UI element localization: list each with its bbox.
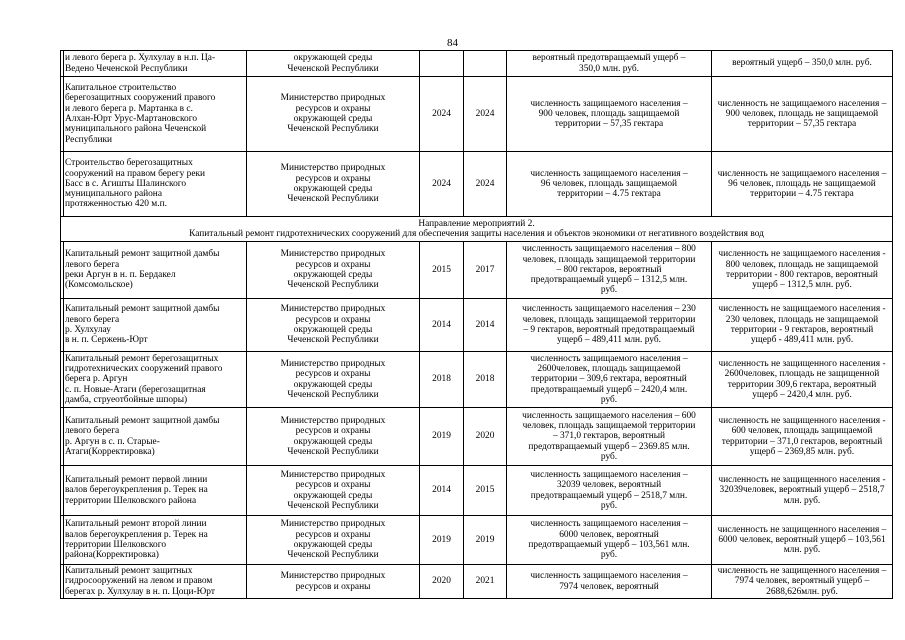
cell-line: протяженностью 420 м.п. <box>65 199 167 210</box>
cell-line: Чеченской Республики <box>287 335 379 346</box>
cell-line: 350,0 млн. руб. <box>579 63 639 74</box>
cell-line: численность защищаемого населения – 600 <box>522 410 696 421</box>
measure-title-cell <box>64 152 247 217</box>
cell-line: численность не защищенного населения - <box>718 415 886 426</box>
indicator-cell <box>507 152 712 217</box>
cell-line: окружающей среды <box>293 270 373 280</box>
cell-line: Республики <box>65 134 113 145</box>
cell-line: Капитальное строительство <box>65 83 177 94</box>
table-row <box>61 299 893 352</box>
executor-cell <box>247 299 420 352</box>
measure-title-cell <box>64 516 247 565</box>
indicator-cell <box>507 242 712 299</box>
cell-line: численность защищаемого населения – <box>530 571 688 582</box>
cell-line: в н. п. Сержень-Юрт <box>65 335 148 346</box>
cell-line: ресурсов и охраны <box>295 480 371 491</box>
cell-line: территории - 800 гектаров, вероятный <box>726 270 878 280</box>
cell-line: Строительство берегозащитных <box>65 158 193 169</box>
table-row <box>61 466 893 516</box>
cell-line: численность не защищаемого населения - <box>718 249 886 260</box>
cell-line: Атаги(Корректировка) <box>65 446 155 457</box>
indicator-cell <box>507 51 712 77</box>
indicator-cell <box>507 408 712 466</box>
cell-line: ресурсов и охраны <box>295 529 371 540</box>
cell-line: – 9 гектаров, вероятный предотвращаемый <box>523 325 695 335</box>
year-end-cell: 2020 <box>464 408 507 466</box>
cell-line: Чеченской Республики <box>287 550 379 561</box>
indicator-cell <box>507 299 712 352</box>
result-cell <box>712 51 893 77</box>
cell-line: Министерство природных <box>280 304 386 315</box>
cell-line: 96 человек, площадь защищаемой <box>540 178 678 189</box>
cell-line: руб. <box>600 451 618 462</box>
cell-line: 7974 человек, вероятный <box>559 581 659 592</box>
year-start-cell: 2019 <box>420 516 464 565</box>
cell-line: берегозащитных сооружений правого <box>65 93 216 104</box>
executor-cell <box>247 242 420 299</box>
table-row <box>61 51 893 77</box>
cell-line: территории - 9 гектаров, вероятный <box>730 325 874 335</box>
executor-cell <box>247 408 420 466</box>
cell-line: территории – 4.75 гектара <box>750 189 854 200</box>
cell-line: Министерство природных <box>280 571 386 582</box>
cell-line: предотвращаемый ущерб – 103,561 млн. <box>528 540 690 550</box>
cell-line: дамба, струеотбойные шпоры) <box>65 394 188 405</box>
cell-line: ресурсов и охраны <box>295 314 371 325</box>
indicator-cell <box>507 352 712 408</box>
cell-line: ущерб – 489,411 млн. руб. <box>557 335 661 346</box>
cell-line: левого берега <box>65 259 120 270</box>
cell-line: (Комсомольское) <box>65 280 133 291</box>
cell-line: численность не защищенного населения – <box>717 524 887 535</box>
section-heading <box>61 217 893 242</box>
cell-line: Капитальный ремонт второй линии <box>65 519 207 530</box>
indicator-cell <box>507 77 712 152</box>
year-start-cell: 2014 <box>420 466 464 516</box>
cell-line: руб. <box>600 285 618 296</box>
cell-line: Министерство природных <box>280 519 386 530</box>
cell-line: Басс в с. Агишты Шалинского <box>65 178 187 189</box>
cell-line: численность защищаемого населения – <box>530 519 688 530</box>
cell-line: человек, площадь защищаемой территории <box>522 254 696 265</box>
cell-line: с. п. Новые-Атаги (берегозащитная <box>65 384 206 395</box>
cell-line: численность не защищенного населения - <box>718 475 886 486</box>
executor-cell <box>247 51 420 77</box>
cell-line: муниципального района Чеченской <box>65 124 207 135</box>
cell-line: вероятный предотвращаемый ущерб – <box>532 53 686 64</box>
cell-line: численность защищаемого населения – <box>530 98 688 109</box>
cell-line: Капитальный ремонт защитной дамбы <box>65 304 220 315</box>
cell-line: окружающей среды <box>293 540 373 550</box>
section-heading-line: Направление мероприятий 2. <box>418 218 535 229</box>
cell-line: Министерство природных <box>280 469 386 480</box>
cell-line: окружающей среды <box>293 325 373 335</box>
cell-line: левого берега <box>65 314 120 325</box>
cell-line: территории 309,6 гектара, вероятный <box>727 379 877 390</box>
cell-line: территории – 4.75 гектара <box>557 189 661 200</box>
cell-line: территории – 57,35 гектара <box>747 119 857 130</box>
executor-cell <box>247 565 420 599</box>
cell-line: предотвращаемый ущерб – 2420,4 млн. <box>530 384 688 395</box>
cell-line: территории – 309,6 гектара, вероятный <box>531 374 687 385</box>
cell-line: млн. руб. <box>783 495 821 506</box>
result-cell <box>712 152 893 217</box>
cell-line: Министерство природных <box>280 163 386 174</box>
cell-line: Министерство природных <box>280 358 386 369</box>
cell-line: 2600человек, площадь защищаемой <box>537 364 681 375</box>
section-header-row <box>61 217 893 242</box>
cell-line: численность не защищенного населения - <box>718 358 886 369</box>
cell-line: Капитальный ремонт защитных <box>65 566 193 577</box>
table-row <box>61 352 893 408</box>
cell-line: численность защищаемого населения – 230 <box>522 304 696 315</box>
cell-line: берега р. Аргун <box>65 374 128 385</box>
result-cell <box>712 77 893 152</box>
cell-line: ресурсов и охраны <box>295 581 371 592</box>
result-cell <box>712 352 893 408</box>
executor-cell <box>247 77 420 152</box>
cell-line: вероятный ущерб – 350,0 млн. руб. <box>732 58 872 69</box>
cell-line: Ведено Чеченской Республики <box>65 63 188 74</box>
cell-line: гидротехнических сооружений правого <box>65 364 223 375</box>
cell-line: численность не защищаемого населения – <box>717 168 887 179</box>
page-number: 84 <box>447 37 458 49</box>
measures-table <box>60 50 893 599</box>
cell-line: численность не защищаемого населения – <box>717 98 887 109</box>
result-cell <box>712 565 893 599</box>
cell-line: территории Шелковского <box>65 540 167 550</box>
cell-line: Капитальный ремонт берегозащитных <box>65 353 219 364</box>
cell-line: Чеченской Республики <box>287 194 379 205</box>
year-start-cell: 2020 <box>420 565 464 599</box>
cell-line: Чеченской Республики <box>287 389 379 400</box>
cell-line: территории – 57,35 гектара <box>554 119 664 130</box>
indicator-cell <box>507 516 712 565</box>
cell-line: р. Хулхулау <box>65 325 111 335</box>
result-cell <box>712 466 893 516</box>
indicator-cell <box>507 466 712 516</box>
cell-line: окружающей среды <box>293 114 373 124</box>
section-heading-line: Капитальный ремонт гидротехнических сооружений для обеспечения защиты населения и объектов экономики от негативного воздействия вод <box>189 229 764 239</box>
cell-line: района(Корректировка) <box>65 550 159 561</box>
measure-title-cell <box>64 242 247 299</box>
table-row <box>61 242 893 299</box>
cell-line: ресурсов и охраны <box>295 426 371 437</box>
year-start-cell <box>420 51 464 77</box>
cell-line: окружающей среды <box>293 379 373 390</box>
cell-line: Капитальный ремонт первой линии <box>65 475 208 486</box>
table-row <box>61 565 893 599</box>
year-end-cell: 2021 <box>464 565 507 599</box>
cell-line: человек, площадь защищаемой территории <box>522 421 696 432</box>
cell-line: окружающей среды <box>293 490 373 501</box>
cell-line: валов берегоукрепления р. Терек на <box>65 485 208 496</box>
cell-line: окружающей среды <box>293 53 373 64</box>
cell-line: численность защищаемого населения – <box>530 469 688 480</box>
cell-line: численность защищаемого населения – <box>530 168 688 179</box>
measure-title-cell <box>64 565 247 599</box>
cell-line: человек, площадь защищаемой территории <box>522 314 696 325</box>
cell-line: ресурсов и охраны <box>295 103 371 114</box>
cell-line: р. Аргун в с. п. Старые- <box>65 436 160 447</box>
cell-line: берегах р. Хулхулау в н. п. Цоци-Юрт <box>65 586 215 597</box>
cell-line: Чеченской Республики <box>287 63 379 74</box>
cell-line: ресурсов и охраны <box>295 369 371 380</box>
result-cell <box>712 242 893 299</box>
year-start-cell: 2015 <box>420 242 464 299</box>
cell-line: 2600человек, площадь не защищенной <box>724 369 880 380</box>
measure-title-cell <box>64 51 247 77</box>
year-start-cell: 2024 <box>420 152 464 217</box>
cell-line: 230 человек, площадь не защищаемой <box>725 314 879 325</box>
year-end-cell <box>464 51 507 77</box>
executor-cell <box>247 152 420 217</box>
cell-line: 7974 человек, вероятный ущерб – <box>734 576 870 587</box>
cell-line: ущерб – 2420,4 млн. руб. <box>752 389 852 400</box>
year-end-cell: 2017 <box>464 242 507 299</box>
cell-line: валов берегоукрепления р. Терек на <box>65 529 208 540</box>
cell-line: – 371,0 гектаров, вероятный <box>552 431 666 442</box>
table-row <box>61 77 893 152</box>
cell-line: 900 человек, площадь не защищаемой <box>725 108 879 119</box>
cell-line: Алхан-Юрт Урус-Мартановского <box>65 114 198 124</box>
cell-line: гидросооружений на левом и правом <box>65 576 213 587</box>
cell-line: Чеченской Республики <box>287 124 379 135</box>
cell-line: 6000 человек, вероятный ущерб – 103,561 <box>718 534 886 545</box>
year-start-cell: 2024 <box>420 77 464 152</box>
cell-line: ущерб - 489,411 млн. руб. <box>750 335 854 346</box>
cell-line: предотвращаемый ущерб – 2518,7 млн. <box>530 490 688 501</box>
year-end-cell: 2015 <box>464 466 507 516</box>
cell-line: численность защищаемого населения – <box>530 353 688 364</box>
cell-line: ущерб – 2369,85 млн. руб. <box>749 446 855 457</box>
measure-title-cell <box>64 299 247 352</box>
cell-line: 32039человек, вероятный ущерб – 2518,7 <box>719 485 885 496</box>
cell-line: Капитальный ремонт защитной дамбы <box>65 415 220 426</box>
measure-title-cell <box>64 408 247 466</box>
cell-line: ущерб – 1312,5 млн. руб. <box>752 280 852 291</box>
cell-line: территории Шелковского района <box>65 495 197 506</box>
measure-title-cell <box>64 77 247 152</box>
cell-line: Капитальный ремонт защитной дамбы <box>65 249 220 260</box>
cell-line: и левого берега р. Мартанка в с. <box>65 103 193 114</box>
cell-line: численность не защищаемого населения - <box>718 304 886 315</box>
result-cell <box>712 516 893 565</box>
cell-line: левого берега <box>65 426 120 437</box>
cell-line: руб. <box>600 394 618 405</box>
result-cell <box>712 408 893 466</box>
cell-line: территории – 371,0 гектаров, вероятный <box>721 436 883 447</box>
year-end-cell: 2019 <box>464 516 507 565</box>
cell-line: 600 человек, площадь защищаемой <box>731 426 873 437</box>
cell-line: предотвращаемый ущерб – 2369.85 млн. <box>528 441 690 452</box>
year-end-cell: 2018 <box>464 352 507 408</box>
cell-line: млн. руб. <box>783 545 821 556</box>
cell-line: сооружений на правом берегу реки <box>65 168 206 179</box>
cell-line: Министерство природных <box>280 93 386 104</box>
executor-cell <box>247 516 420 565</box>
measure-title-cell <box>64 466 247 516</box>
executor-cell <box>247 352 420 408</box>
cell-line: муниципального района <box>65 189 162 200</box>
cell-line: 2688,626млн. руб. <box>766 586 838 597</box>
indicator-cell <box>507 565 712 599</box>
cell-line: окружающей среды <box>293 184 373 194</box>
year-end-cell: 2024 <box>464 77 507 152</box>
executor-cell <box>247 466 420 516</box>
cell-line: руб. <box>600 500 618 511</box>
table-row <box>61 152 893 217</box>
cell-line: 32039 человек, вероятный <box>556 480 662 491</box>
cell-line: Чеченской Республики <box>287 500 379 511</box>
result-cell <box>712 299 893 352</box>
cell-line: 800 человек, площадь не защищаемой <box>725 259 879 270</box>
cell-line: численность защищаемого населения – 800 <box>522 244 696 255</box>
measure-title-cell <box>64 352 247 408</box>
table-row <box>61 516 893 565</box>
cell-line: численность не защищенного населения – <box>717 566 887 577</box>
year-start-cell: 2019 <box>420 408 464 466</box>
cell-line: Министерство природных <box>280 415 386 426</box>
cell-line: и левого берега р. Хулхулау в н.п. Ца- <box>65 53 216 64</box>
cell-line: ресурсов и охраны <box>295 259 371 270</box>
cell-line: Чеченской Республики <box>287 280 379 291</box>
table-row <box>61 408 893 466</box>
cell-line: – 800 гектаров, вероятный <box>556 264 662 275</box>
cell-line: Министерство природных <box>280 249 386 260</box>
year-start-cell: 2018 <box>420 352 464 408</box>
year-end-cell: 2024 <box>464 152 507 217</box>
cell-line: предотвращаемый ущерб – 1312,5 млн. <box>530 275 688 286</box>
cell-line: руб. <box>600 550 618 561</box>
cell-line: реки Аргун в н. п. Бердакел <box>65 270 176 280</box>
cell-line: Чеченской Республики <box>287 446 379 457</box>
cell-line: ресурсов и охраны <box>295 173 371 184</box>
year-start-cell: 2014 <box>420 299 464 352</box>
year-end-cell: 2014 <box>464 299 507 352</box>
cell-line: 96 человек, площадь не защищаемой <box>728 178 876 189</box>
cell-line: 6000 человек, вероятный <box>559 529 659 540</box>
cell-line: 900 человек, площадь защищаемой <box>538 108 680 119</box>
cell-line: окружающей среды <box>293 436 373 447</box>
